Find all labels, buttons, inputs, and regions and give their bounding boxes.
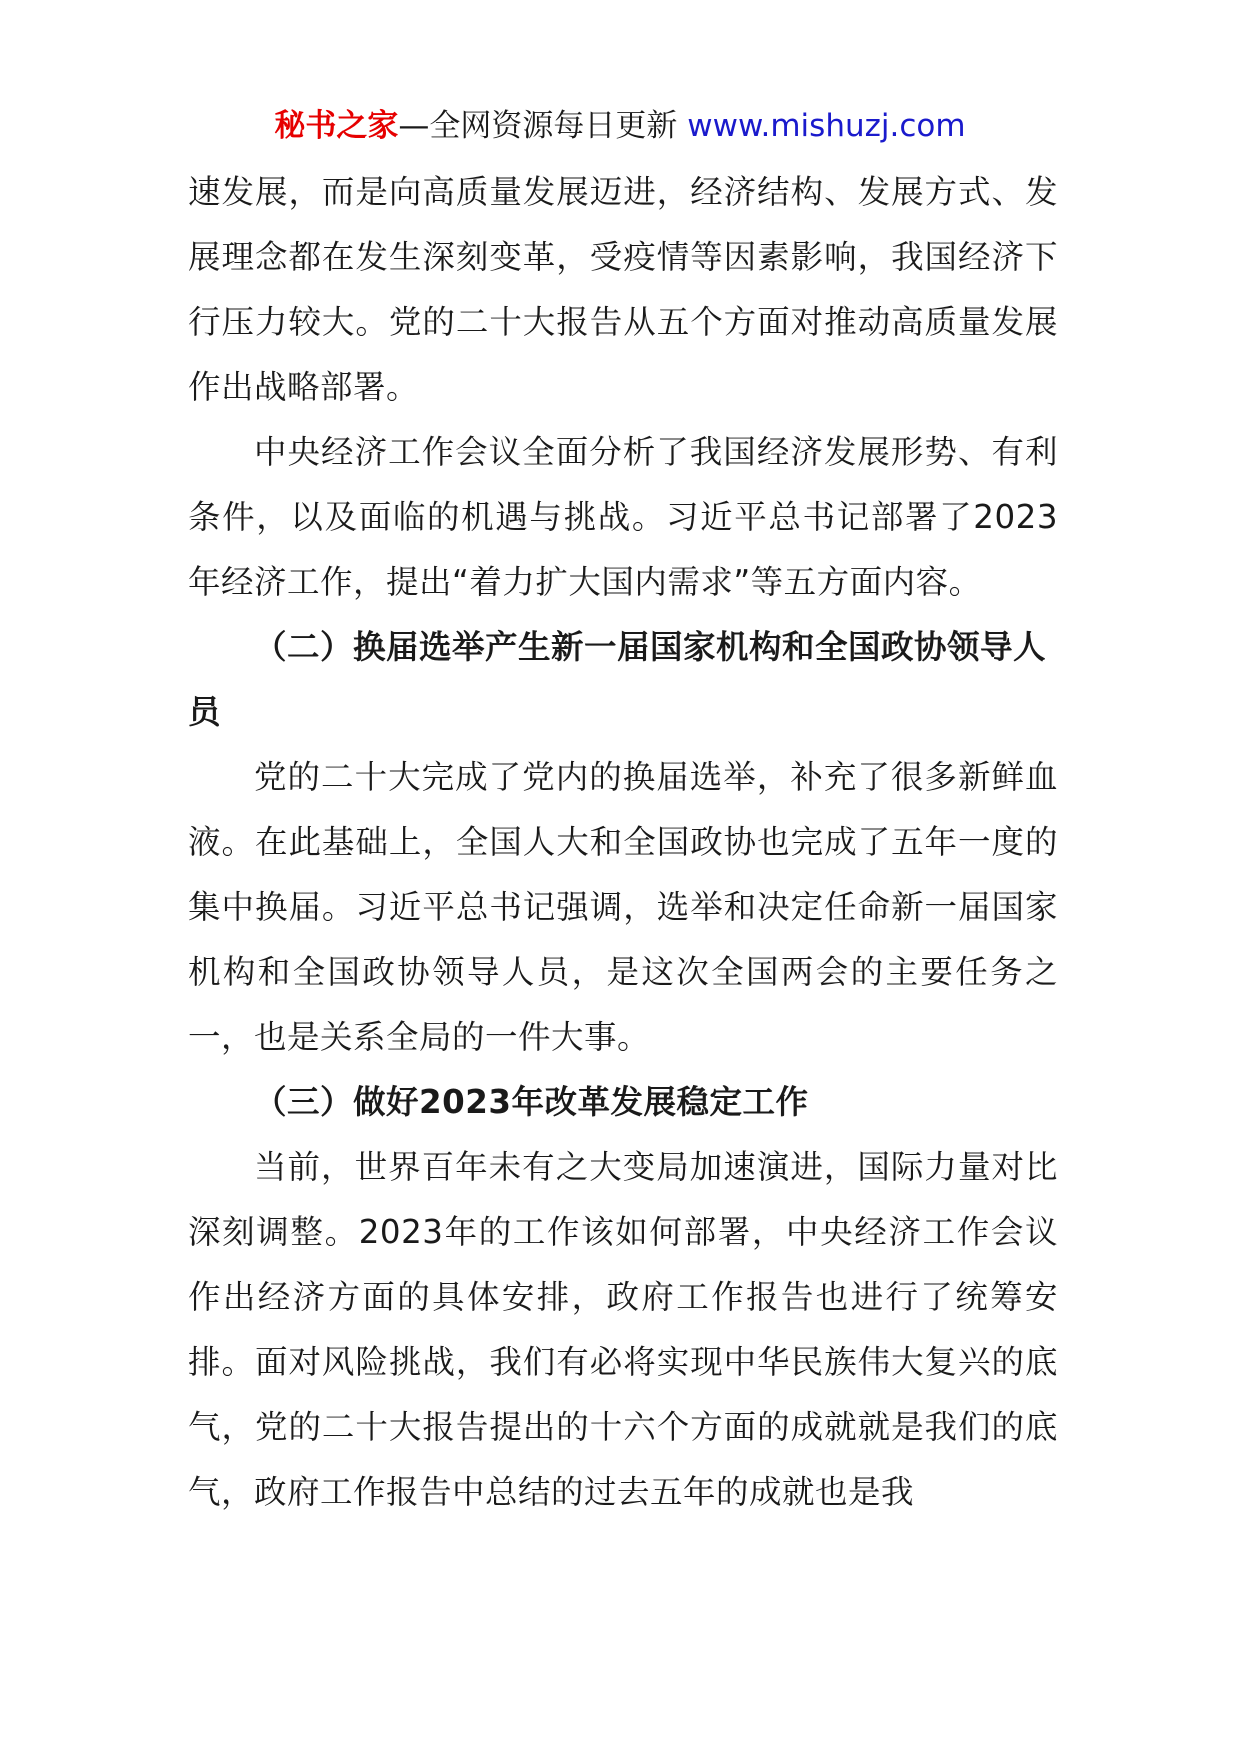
paragraph-reform: 当前，世界百年未有之大变局加速演进，国际力量对比深刻调整。2023年的工作该如何部署，中央经济工作会议作出经济方面的具体安排，政府工作报告也进行了统筹安排。面对风险挑战，我们有必将实现中华民族伟大复兴的底气，党的二十大报告提出的十六个方面的成就就是我们的底气，政府工作报告中总结的过去五年的成就也是我 <box>188 1148 1058 1511</box>
site-url-link[interactable]: www.mishuzj.com <box>687 108 966 144</box>
paragraph-election: 党的二十大完成了党内的换届选举，补充了很多新鲜血液。在此基础上，全国人大和全国政协也完成了五年一度的集中换届。习近平总书记强调，选举和决定任命新一届国家机构和全国政协领导人员，是这次全国两会的主要任务之一，也是关系全局的一件大事。 <box>188 758 1058 1056</box>
paragraph-continuation: 速发展，而是向高质量发展迈进，经济结构、发展方式、发展理念都在发生深刻变革，受疫情等因素影响，我国经济下行压力较大。党的二十大报告从五个方面对推动高质量发展作出战略部署。 <box>188 173 1058 406</box>
brand-name: 秘书之家 <box>274 108 399 144</box>
paragraph-economic-work: 中央经济工作会议全面分析了我国经济发展形势、有利条件，以及面临的机遇与挑战。习近平总书记部署了2023年经济工作，提出“着力扩大国内需求”等五方面内容。 <box>188 433 1058 601</box>
section-heading-2: （二）换届选举产生新一届国家机构和全国政协领导人员 <box>188 628 1047 731</box>
header-tagline: —全网资源每日更新 <box>398 108 678 144</box>
section-heading-3: （三）做好2023年改革发展稳定工作 <box>254 1083 809 1121</box>
document-body <box>188 160 1058 1525</box>
page-header <box>0 104 1240 148</box>
